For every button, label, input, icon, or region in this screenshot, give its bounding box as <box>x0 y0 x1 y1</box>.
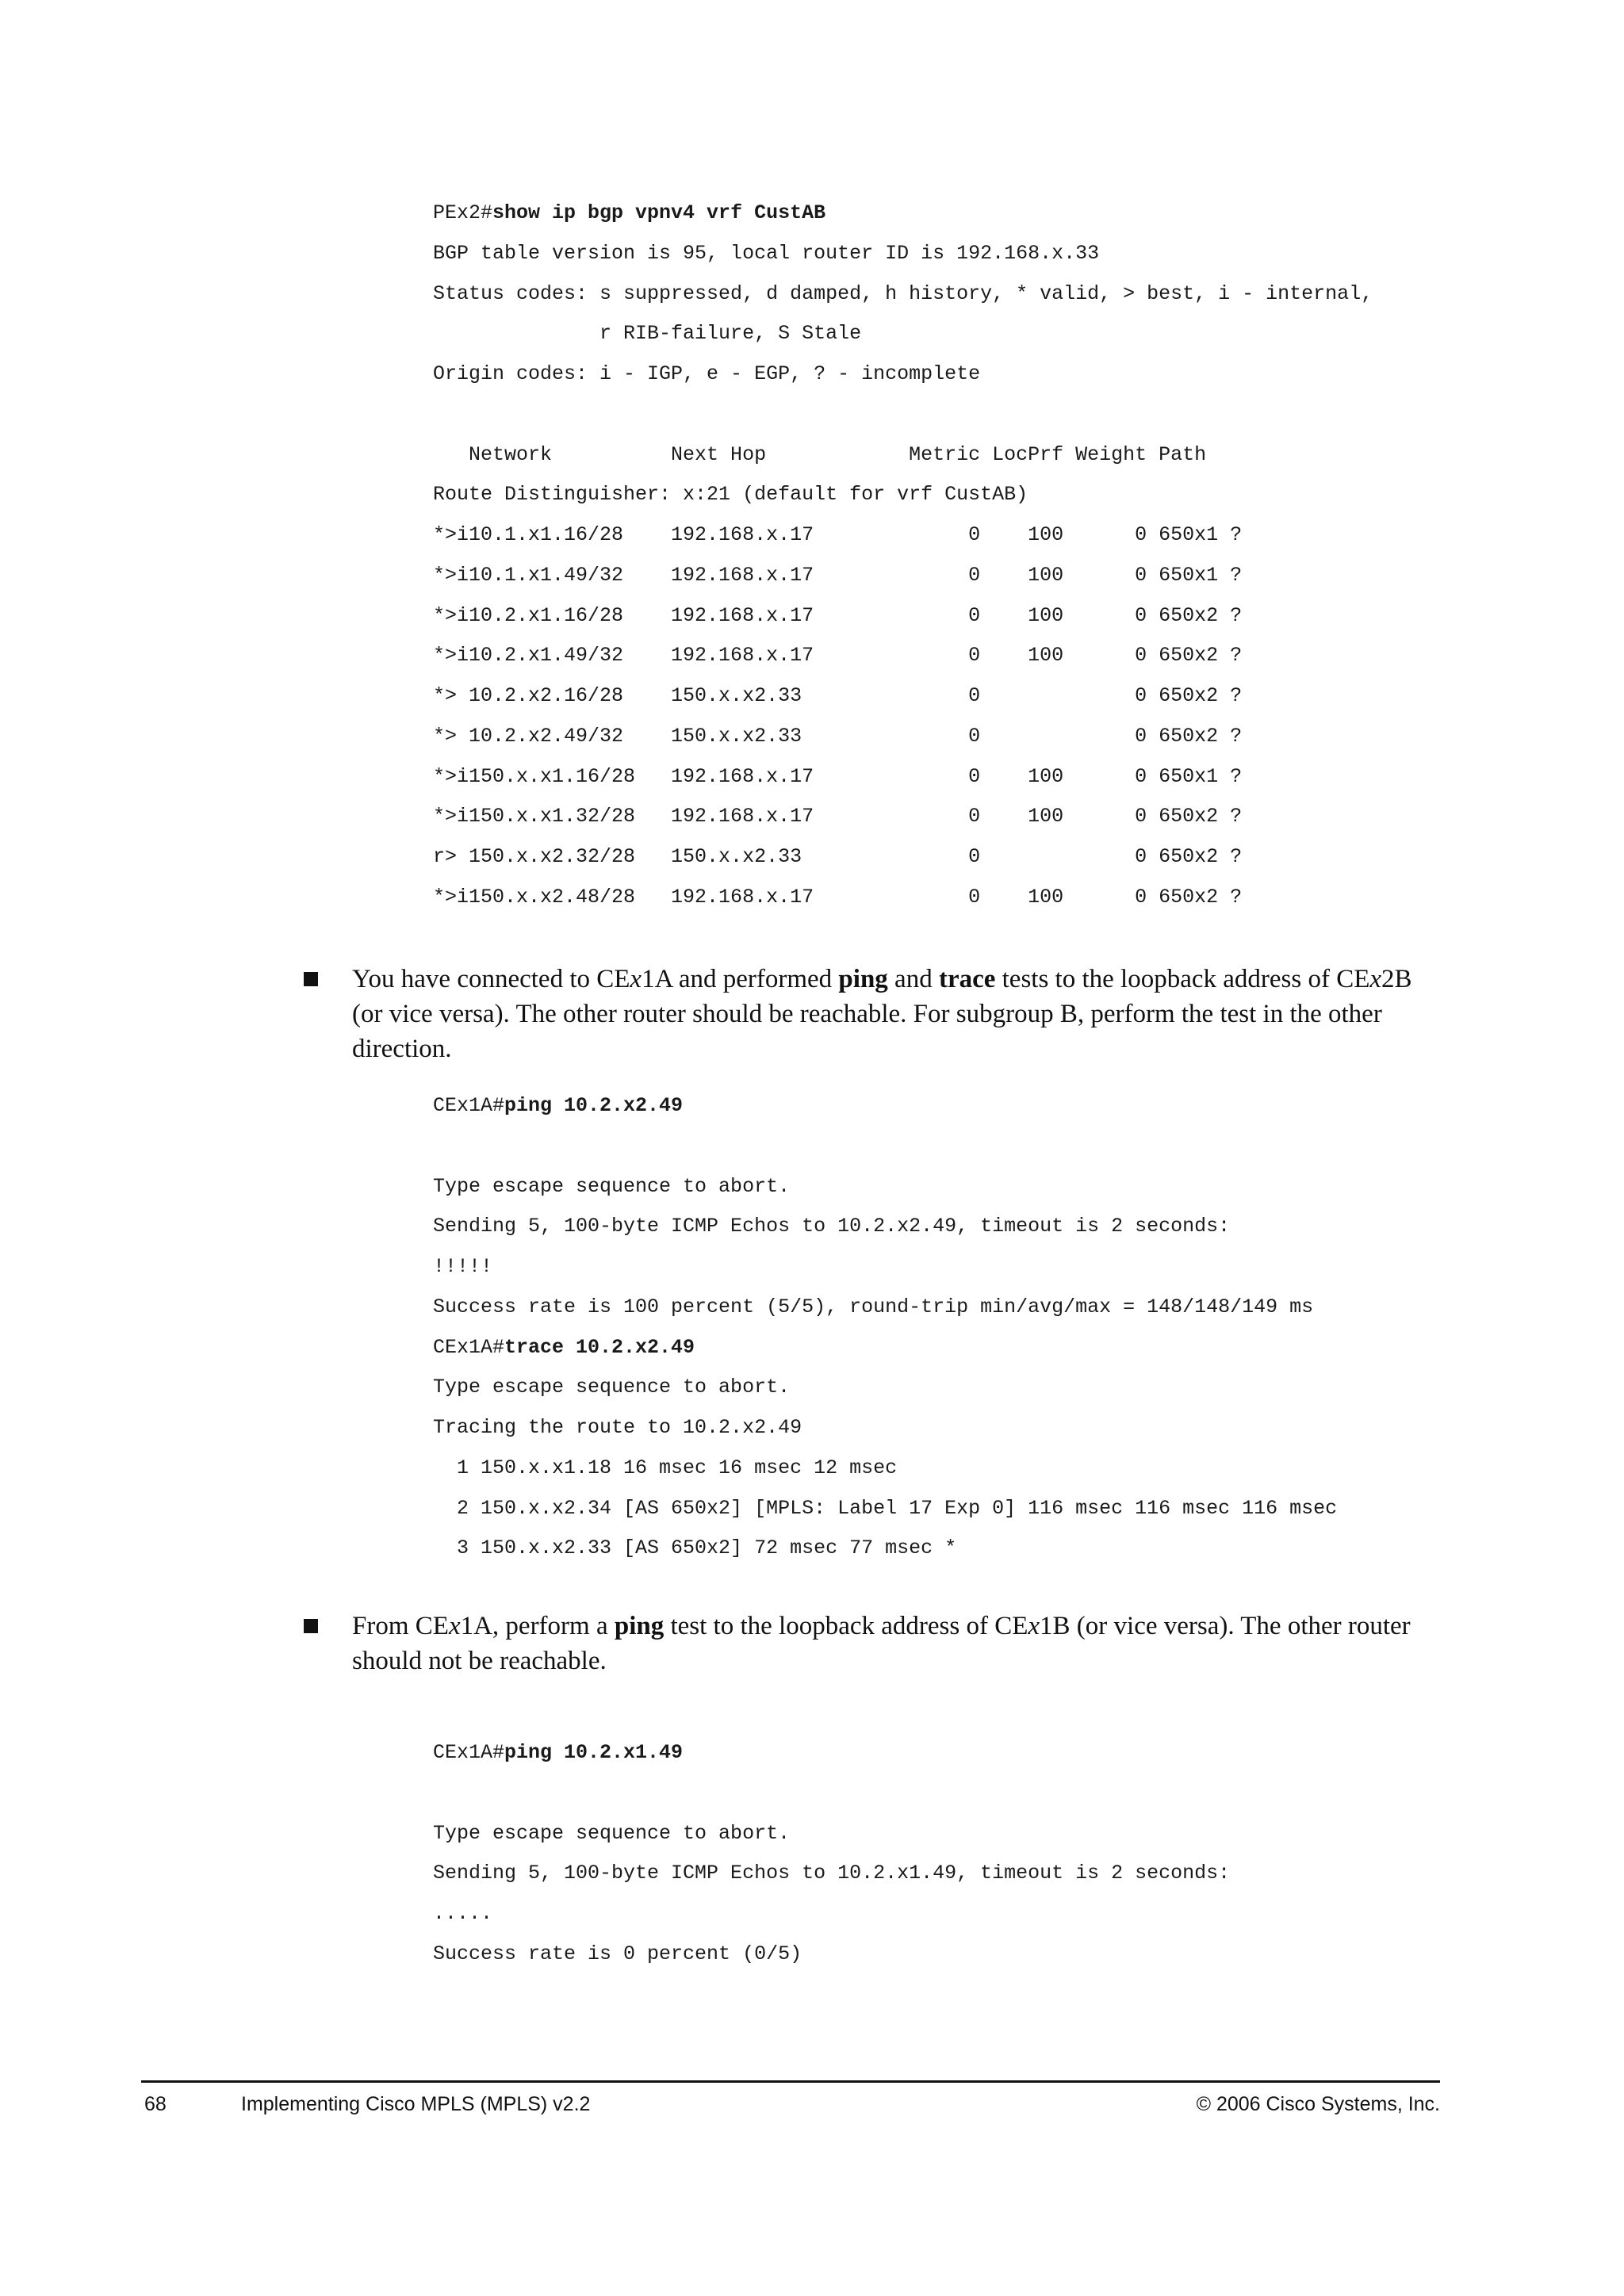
ping1-line <box>433 1127 1313 1167</box>
bullet-marker-1 <box>304 972 318 986</box>
bgp-output-block <box>433 193 1373 918</box>
bullet2-text: 1B (or vice versa). The other router should not be reachable. <box>352 1612 1411 1675</box>
ping2-line <box>433 1774 1230 1814</box>
bullet-paragraph-2 <box>352 1609 1446 1678</box>
bgp-output-line: *>i150.x.x1.16/28 192.168.x.17 0 100 0 650x1 ? <box>433 764 1243 788</box>
ping1-command: ping 10.2.x2.49 <box>504 1094 684 1117</box>
footer-rule <box>141 2080 1440 2083</box>
ping1-line: !!!!! <box>433 1255 493 1278</box>
bgp-output-line: r> 150.x.x2.32/28 150.x.x2.33 0 0 650x2 ? <box>433 845 1243 868</box>
bgp-output-line: BGP table version is 95, local router ID is 192.168.x.33 <box>433 241 1100 265</box>
bgp-output-line: *> 10.2.x2.49/32 150.x.x2.33 0 0 650x2 ? <box>433 724 1243 748</box>
trace1-line: 2 150.x.x2.34 [AS 650x2] [MPLS: Label 17 Exp 0] 116 msec 116 msec 116 msec <box>433 1496 1338 1520</box>
bgp-output-line: *> 10.2.x2.16/28 150.x.x2.33 0 0 650x2 ? <box>433 684 1243 707</box>
ping1-line: Type escape sequence to abort. <box>433 1174 791 1198</box>
bgp-output-line: Status codes: s suppressed, d damped, h history, * valid, > best, i - internal, <box>433 281 1373 305</box>
bullet2-text: From CE <box>352 1612 449 1640</box>
ping2-line: Type escape sequence to abort. <box>433 1821 791 1845</box>
bullet-marker-2 <box>304 1619 318 1633</box>
ping2-prompt: CEx1A# <box>433 1741 505 1764</box>
bgp-output-line <box>433 395 1373 435</box>
bullet1-italic: x <box>630 965 642 993</box>
trace1-command-line <box>433 1328 1337 1368</box>
bullet2-text: 1A, perform a <box>460 1612 615 1640</box>
trace1-line: 1 150.x.x1.18 16 msec 16 msec 12 msec <box>433 1456 898 1479</box>
ping1-line: Sending 5, 100-byte ICMP Echos to 10.2.x2.49, timeout is 2 seconds: <box>433 1215 1231 1238</box>
trace1-prompt: CEx1A# <box>433 1335 505 1359</box>
bullet1-italic: x <box>1369 965 1382 993</box>
bullet1-text: 2B (or vice versa). The other router should be reachable. For subgroup B, perform the test in the other direction. <box>352 965 1412 1063</box>
bullet1-text: tests to the loopback address of CE <box>995 965 1370 993</box>
bgp-command: show ip bgp vpnv4 vrf CustAB <box>492 201 826 224</box>
bullet-paragraph-1 <box>352 962 1446 1066</box>
ping2-command-line <box>433 1733 1230 1774</box>
trace1-command: trace 10.2.x2.49 <box>504 1335 695 1359</box>
bgp-prompt: PEx2# <box>433 201 493 224</box>
trace1-line: Tracing the route to 10.2.x2.49 <box>433 1416 802 1439</box>
ping1-line: Success rate is 100 percent (5/5), round-trip min/avg/max = 148/148/149 ms <box>433 1295 1314 1318</box>
bgp-output-line: Route Distinguisher: x:21 (default for vrf CustAB) <box>433 483 1028 507</box>
ping2-output-block <box>433 1733 1230 1975</box>
bgp-output-line: *>i10.1.x1.16/28 192.168.x.17 0 100 0 650x1 ? <box>433 523 1243 546</box>
trace1-line: Type escape sequence to abort. <box>433 1376 791 1399</box>
ping1-output-block <box>433 1086 1313 1368</box>
bullet1-bold-ping: ping <box>838 965 888 993</box>
footer-copyright: © 2006 Cisco Systems, Inc. <box>1196 2093 1440 2115</box>
bgp-command-line <box>433 193 1373 234</box>
bgp-output-line: *>i150.x.x1.32/28 192.168.x.17 0 100 0 650x2 ? <box>433 805 1243 828</box>
bullet1-text: 1A and performed <box>642 965 839 993</box>
bullet1-bold-trace: trace <box>938 965 996 993</box>
trace1-line: 3 150.x.x2.33 [AS 650x2] 72 msec 77 msec * <box>433 1536 957 1560</box>
ping2-line: Success rate is 0 percent (0/5) <box>433 1942 802 1965</box>
bullet1-text: You have connected to CE <box>352 965 630 993</box>
bgp-output-line: *>i10.1.x1.49/32 192.168.x.17 0 100 0 650x1 ? <box>433 563 1243 587</box>
bullet1-text: and <box>887 965 939 993</box>
bullet2-italic: x <box>448 1612 461 1640</box>
bullet2-text: test to the loopback address of CE <box>664 1612 1028 1640</box>
bgp-output-line: Origin codes: i - IGP, e - EGP, ? - incomplete <box>433 362 981 385</box>
bgp-output-line: Network Next Hop Metric LocPrf Weight Path <box>433 442 1207 466</box>
bullet2-italic: x <box>1028 1612 1040 1640</box>
bullet2-bold-ping: ping <box>614 1612 665 1640</box>
ping1-command-line <box>433 1086 1313 1127</box>
ping1-prompt: CEx1A# <box>433 1094 505 1117</box>
footer-title: Implementing Cisco MPLS (MPLS) v2.2 <box>241 2093 591 2115</box>
bgp-output-line: *>i10.2.x1.49/32 192.168.x.17 0 100 0 650x2 ? <box>433 644 1243 668</box>
footer-page-number: 68 <box>144 2093 167 2115</box>
ping2-line: ..... <box>433 1902 493 1925</box>
bgp-output-line: *>i150.x.x2.48/28 192.168.x.17 0 100 0 650x2 ? <box>433 885 1243 909</box>
ping2-line: Sending 5, 100-byte ICMP Echos to 10.2.x1.49, timeout is 2 seconds: <box>433 1862 1231 1885</box>
trace1-output-block <box>433 1328 1337 1570</box>
ping2-command: ping 10.2.x1.49 <box>504 1741 684 1764</box>
bgp-output-line: *>i10.2.x1.16/28 192.168.x.17 0 100 0 650x2 ? <box>433 603 1243 627</box>
bgp-output-line: r RIB-failure, S Stale <box>433 322 862 346</box>
